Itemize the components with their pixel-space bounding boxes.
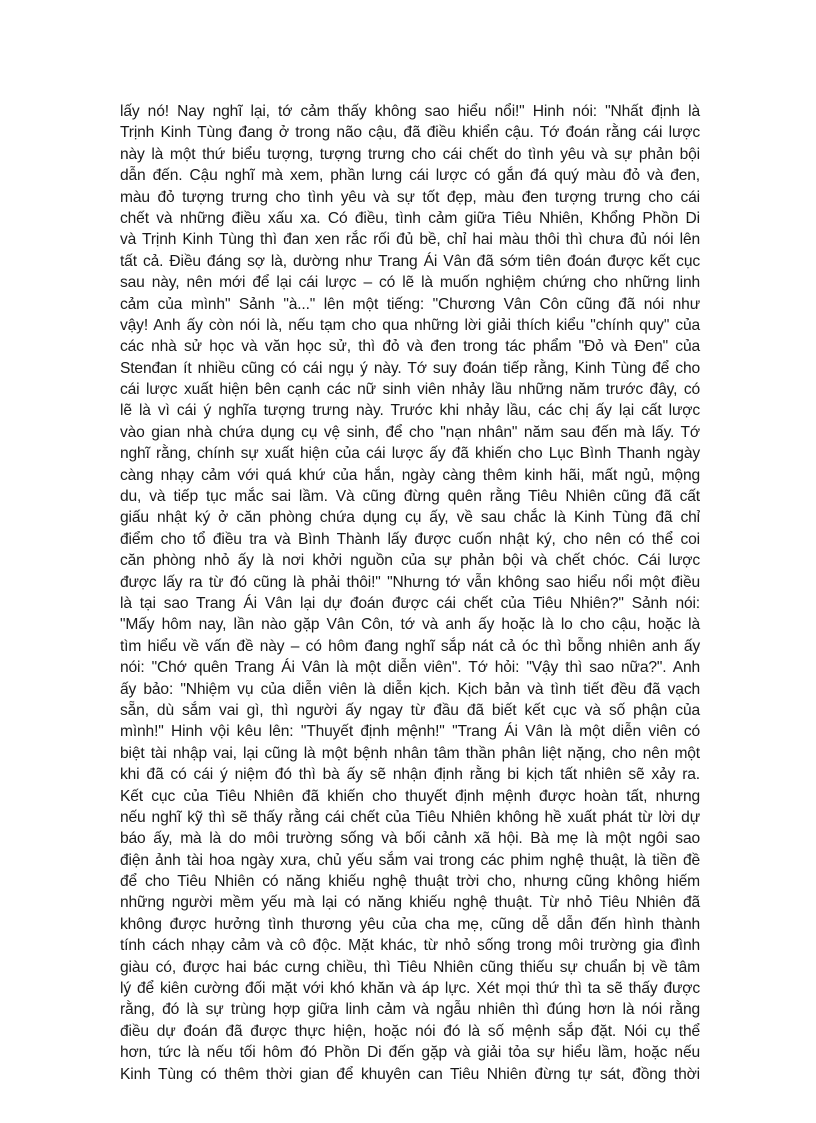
text-line: tính cách nhạy cảm và cô độc. Mặt khác, từ nhỏ sống trong môi trường gia đình: [120, 937, 700, 955]
text-line: nếu nghĩ kỹ thì sẽ thấy rằng cái chết của Tiêu Nhiên không hề xuất phát từ lời dự: [120, 808, 700, 826]
text-line: sau này, nên mới để lại cái lược – có lẽ là muốn nghiệm chứng cho những linh: [120, 274, 700, 292]
text-line: lấy nó! Nay nghĩ lại, tớ cảm thấy không sao hiểu nổi!" Hinh nói: "Nhất định là: [120, 103, 700, 120]
text-line: giấu nhật ký ở căn phòng chứa dụng cụ ấy, về sau chắc là Kinh Tùng đã chỉ: [120, 509, 700, 527]
text-line: này là một thứ biểu tượng, tượng trưng cho cái chết do tình yêu và sự phản bội: [120, 145, 700, 163]
text-line: những người mềm yếu mà lại có năng khiếu nghệ thuật. Từ nhỏ Tiêu Nhiên đã: [120, 894, 700, 912]
text-line: cái lược xuất hiện bên cạnh các nữ sinh viên nhảy lầu những năm trước đây, có: [120, 381, 700, 399]
text-line: khi đã có cái ý niệm đó thì bà ấy sẽ nhận định rằng bi kịch tất nhiên sẽ xảy ra.: [120, 766, 700, 784]
text-line: lẽ là vì cái ý nghĩa tượng trưng này. Trước khi nhảy lầu, các chị ấy lại cất lược: [120, 402, 700, 420]
text-line: để cho Tiêu Nhiên có năng khiếu nghệ thuật trời cho, nhưng cũng không hiếm: [120, 873, 700, 891]
text-line: Kết cục của Tiêu Nhiên đã khiến cho thuyết định mệnh được hoàn tất, nhưng: [120, 787, 700, 805]
text-line: tất cả. Điều đáng sợ là, dường như Trang Ái Vân đã sớm tiên đoán được kết cục: [120, 252, 700, 270]
text-line: giàu có, được hai bác cưng chiều, thì Tiêu Nhiên cũng thiếu sự chuẩn bị về tâm: [120, 958, 700, 976]
text-line: chết và những điều xấu xa. Có điều, tình cảm giữa Tiêu Nhiên, Khổng Phồn Di: [120, 209, 700, 227]
text-line: vậy! Anh ấy còn nói là, nếu tạm cho qua những lời giải thích kiểu "chính quy" của: [120, 316, 700, 334]
text-line: không được hưởng tình thương yêu của cha mẹ, cũng dễ dẫn đến hình thành: [120, 915, 700, 933]
text-line: rằng, đó là sự trùng hợp giữa linh cảm và ngẫu nhiên thì đúng hơn là nói rằng: [120, 1001, 700, 1019]
text-line: là tại sao Trang Ái Vân lại dự đoán được cái chết của Tiêu Nhiên?" Sảnh nói:: [120, 594, 700, 612]
text-line: Trịnh Kinh Tùng đang ở trong não cậu, đã điều khiển cậu. Tớ đoán rằng cái lược: [120, 124, 700, 142]
text-line: mình!" Hinh vội kêu lên: "Thuyết định mệnh!" "Trang Ái Vân là một diễn viên có: [120, 723, 700, 741]
text-line: hơn, tức là nếu tối hôm đó Phồn Di đến gặp và giải tỏa sự hiểu lầm, hoặc nếu: [120, 1044, 700, 1062]
text-line: lý để kiên cường đối mặt với khó khăn và áp lực. Xét mọi thứ thì ta sẽ thấy được: [120, 980, 700, 998]
text-line: điện ảnh tài hoa ngày xưa, chủ yếu sắm vai trong các phim nghệ thuật, là tiền đề: [120, 851, 700, 869]
text-line: "Mấy hôm nay, lần nào gặp Vân Côn, tớ và anh ấy hoặc là lo cho cậu, hoặc là: [120, 616, 700, 634]
text-line: biệt tài nhập vai, lại cũng là một bệnh nhân tâm thần phân liệt nặng, cho nên một: [120, 744, 700, 762]
text-line: màu đỏ tượng trưng cho tình yêu và sự tốt đẹp, màu đen tượng trưng cho cái: [120, 188, 700, 206]
text-line: Stenđan ít nhiều cũng có cái ngụ ý này. Tớ suy đoán tiếp rằng, Kinh Tùng để cho: [120, 359, 700, 377]
text-line: căn phòng nhỏ ấy là nơi khởi nguồn của sự phản bội và chết chóc. Cái lược: [120, 552, 700, 570]
text-line: cảm của mình" Sảnh "à..." lên một tiếng: "Chương Vân Côn cũng đã nói như: [120, 295, 700, 313]
text-line: các nhà sử học và văn học sử, thì đỏ và đen trong tác phẩm "Đỏ và Đen" của: [120, 338, 700, 356]
text-line: điểm cho tổ điều tra và Bình Thành lấy được cuốn nhật ký, cho nên có thể coi: [120, 530, 700, 548]
text-line: được lấy ra từ đó cũng là phải thôi!" "Nhưng tớ vẫn không sao hiểu nổi một điều: [120, 573, 700, 591]
text-line: vào gian nhà chứa dụng cụ vệ sinh, để cho "nạn nhân" năm sau đến mà lấy. Tớ: [120, 423, 700, 441]
text-line: du, và tiếp tục mắc sai lầm. Và cũng đừng quên rằng Tiêu Nhiên cũng đã cất: [120, 488, 700, 506]
text-line: càng nhạy cảm với quá khứ của hắn, ngày càng thêm kinh hãi, mất ngủ, mộng: [120, 466, 700, 484]
text-line: ấy bảo: "Nhiệm vụ của diễn viên là diễn kịch. Kịch bản và tình tiết đều đã vạch: [120, 680, 700, 698]
text-line: Kinh Tùng có thêm thời gian để khuyên can Tiêu Nhiên đừng tự sát, đồng thời: [120, 1065, 700, 1083]
text-line: và Trịnh Kinh Tùng thì đan xen rắc rối đủ bề, chỉ hai màu thôi thì chưa đủ nói lên: [120, 231, 700, 249]
text-line: dẫn đến. Cậu nghĩ mà xem, phần lưng cái lược có gắn đá quý màu đỏ và đen,: [120, 167, 700, 185]
text-line: báo ấy, mà là do môi trường sống và bối cảnh xã hội. Bà mẹ là một ngôi sao: [120, 830, 700, 848]
text-line: nói: "Chớ quên Trang Ái Vân là một diễn viên". Tớ hỏi: "Vậy thì sao nữa?". Anh: [120, 659, 700, 677]
text-line: sẵn, dù sắm vai gì, thì người ấy ngay từ đầu đã biết kết cục và số phận của: [120, 701, 700, 719]
text-line: điều dự đoán đã được thực hiện, hoặc nói đó là số mệnh sắp đặt. Nói cụ thể: [120, 1022, 700, 1040]
text-line: nghĩ rằng, chính sự xuất hiện của cái lược ấy đã khiến cho Lục Bình Thanh ngày: [120, 445, 700, 463]
body-text: [120, 101, 700, 1085]
text-line: tìm hiểu về vấn đề này – có hôm đang nghĩ sắp nát cả óc thì bỗng nhiên anh ấy: [120, 637, 700, 655]
